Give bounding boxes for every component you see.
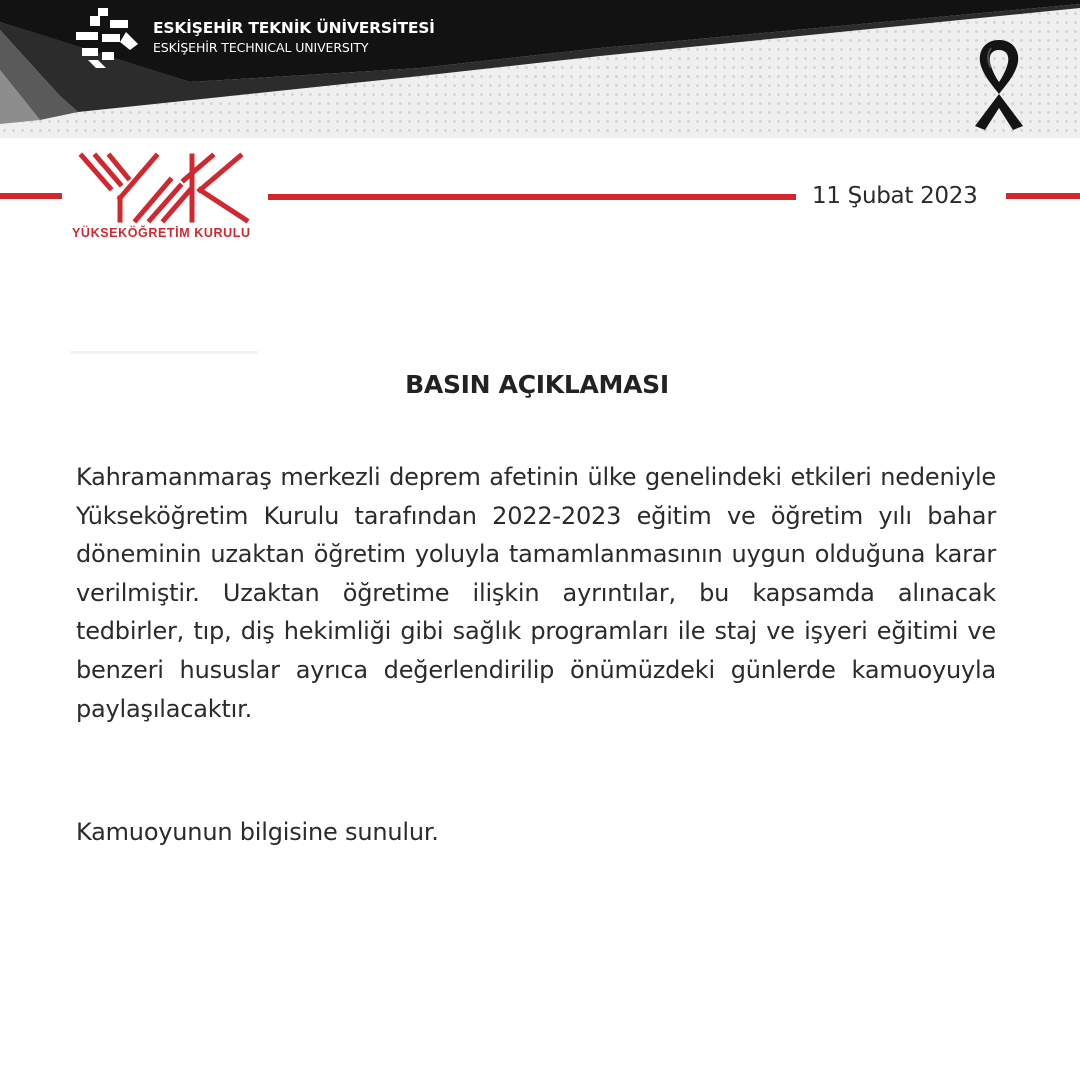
document-body: Kahramanmaraş merkezli deprem afetinin ülke genelindeki etkileri nedeniyle Yükseköğretim Kurulu tarafından 2022-2023 eğitim ve öğretim yılı bahar döneminin uzaktan öğretim yoluyla tamamlanmasının uygun olduğuna karar verilmiştir. Uzaktan öğretime ilişkin ayrıntılar, bu kapsamda alınacak tedbirler, tıp, diş hekimliği gibi sağlık programları ile staj ve işyeri eğitimi ve benzeri hususlar ayrıca değerlendirilip önümüzdeki günlerde kamuoyuyla paylaşılacaktır.: [76, 463, 996, 723]
black-mourning-ribbon-icon: [965, 36, 1033, 132]
document-title: BASIN AÇIKLAMASI: [405, 370, 669, 399]
red-divider-right: [1006, 193, 1080, 199]
red-divider-left: [0, 193, 62, 199]
university-name-english: ESKİŞEHİR TECHNICAL UNIVERSITY: [153, 40, 369, 55]
yok-logo-icon: [70, 150, 252, 230]
university-name: ESKİŞEHİR TEKNİK ÜNİVERSİTESİ: [153, 19, 435, 37]
faint-divider: [70, 351, 258, 354]
red-divider-middle: [268, 194, 796, 200]
header-banner: [0, 0, 1080, 138]
estu-logo-icon: [68, 4, 144, 74]
yok-name: YÜKSEKÖĞRETİM KURULU: [72, 226, 251, 240]
document-closing: Kamuoyunun bilgisine sunulur.: [76, 818, 439, 846]
document-date: 11 Şubat 2023: [812, 183, 978, 209]
